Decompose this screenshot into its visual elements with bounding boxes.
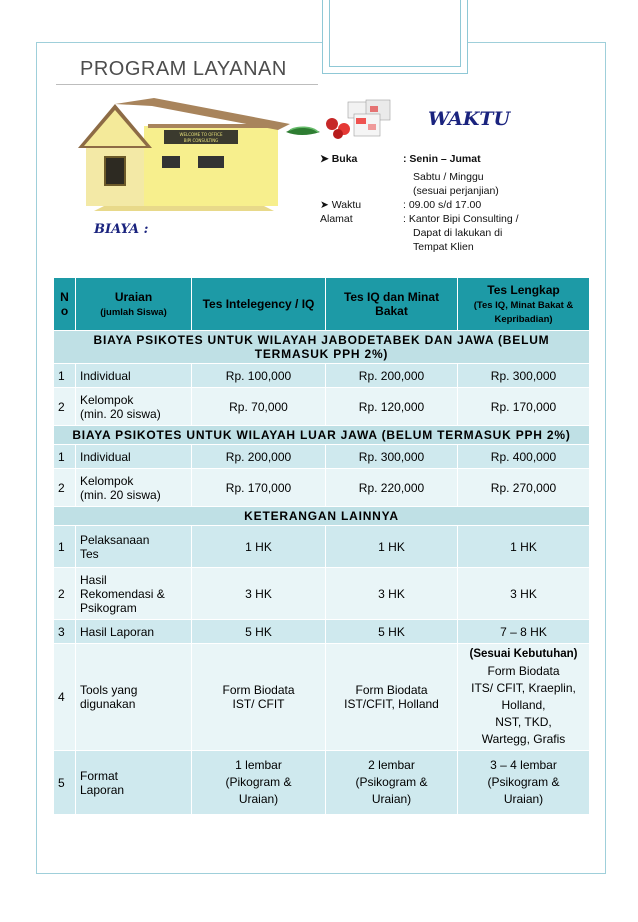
header-tes-lengkap: Tes Lengkap (Tes IQ, Minat Bakat & Kepribadian) bbox=[458, 278, 590, 331]
table-row: 1 Individual Rp. 200,000 Rp. 300,000 Rp. 400,000 bbox=[54, 445, 590, 469]
table-row: 1 Pelaksanaan Tes 1 HK 1 HK 1 HK bbox=[54, 526, 590, 568]
table-row: 1 Individual Rp. 100,000 Rp. 200,000 Rp. 300,000 bbox=[54, 364, 590, 388]
page-title: PROGRAM LAYANAN bbox=[80, 58, 291, 81]
title-underline bbox=[56, 84, 318, 85]
buka-extra-2: (sesuai perjanjian) bbox=[413, 185, 499, 197]
header-tes-minat: Tes IQ dan Minat Bakat bbox=[326, 278, 458, 331]
table-row: 2 Kelompok (min. 20 siswa) Rp. 170,000 Rp. 220,000 Rp. 270,000 bbox=[54, 469, 590, 507]
section-row-luar-jawa: BIAYA PSIKOTES UNTUK WILAYAH LUAR JAWA (BELUM TERMASUK PPH 2%) bbox=[54, 426, 590, 445]
alamat-label: Alamat bbox=[320, 213, 353, 225]
alamat-extra-1: Dapat di lakukan di bbox=[413, 227, 503, 239]
table-header-row bbox=[54, 278, 590, 331]
waktu-heading: WAKTU bbox=[428, 108, 511, 130]
biaya-heading: BIAYA : bbox=[94, 222, 149, 237]
house-illustration bbox=[64, 94, 292, 212]
section-row-keterangan: KETERANGAN LAINNYA bbox=[54, 507, 590, 526]
pricing-table bbox=[53, 277, 590, 815]
table-row: 4 Tools yang digunakan Form Biodata IST/ CFIT Form Biodata IST/CFIT, Holland (Sesuai Kebutuhan) Form Biodata ITS/ CFIT, Kraeplin, Holland, NST, TKD, Wartegg, Grafis bbox=[54, 644, 590, 751]
waktu-value: : 09.00 s/d 17.00 bbox=[403, 199, 482, 211]
alamat-extra-2: Tempat Klien bbox=[413, 241, 474, 253]
section-row-jabodetabek: BIAYA PSIKOTES UNTUK WILAYAH JABODETABEK DAN JAWA (BELUM TERMASUK PPH 2%) bbox=[54, 331, 590, 364]
header-tes-iq: Tes Intelegency / IQ bbox=[192, 278, 326, 331]
house-sign-text: WELCOME TO OFFICE bbox=[179, 132, 223, 137]
table-row: 3 Hasil Laporan 5 HK 5 HK 7 – 8 HK bbox=[54, 620, 590, 644]
header-uraian: Uraian (jumlah Siswa) bbox=[76, 278, 192, 331]
header-no: N o bbox=[54, 278, 76, 331]
svg-text:BIPI CONSULTING: BIPI CONSULTING bbox=[183, 138, 219, 143]
waktu-label: ➤ Waktu bbox=[320, 199, 362, 211]
top-tab-decoration bbox=[322, 0, 468, 74]
buka-value: : Senin – Jumat bbox=[403, 153, 481, 165]
buka-label: ➤ Buka bbox=[320, 153, 358, 165]
pills-illustration bbox=[282, 96, 400, 142]
table-row: 2 Kelompok (min. 20 siswa) Rp. 70,000 Rp. 120,000 Rp. 170,000 bbox=[54, 388, 590, 426]
table-row: 2 Hasil Rekomendasi & Psikogram 3 HK 3 HK 3 HK bbox=[54, 568, 590, 620]
table-row: 5 Format Laporan 1 lembar (Pikogram & Uraian) 2 lembar (Psikogram & Uraian) 3 – 4 lembar (Psikogram & Uraian) bbox=[54, 751, 590, 815]
buka-extra-1: Sabtu / Minggu bbox=[413, 171, 484, 183]
alamat-value: : Kantor Bipi Consulting / bbox=[403, 213, 519, 225]
